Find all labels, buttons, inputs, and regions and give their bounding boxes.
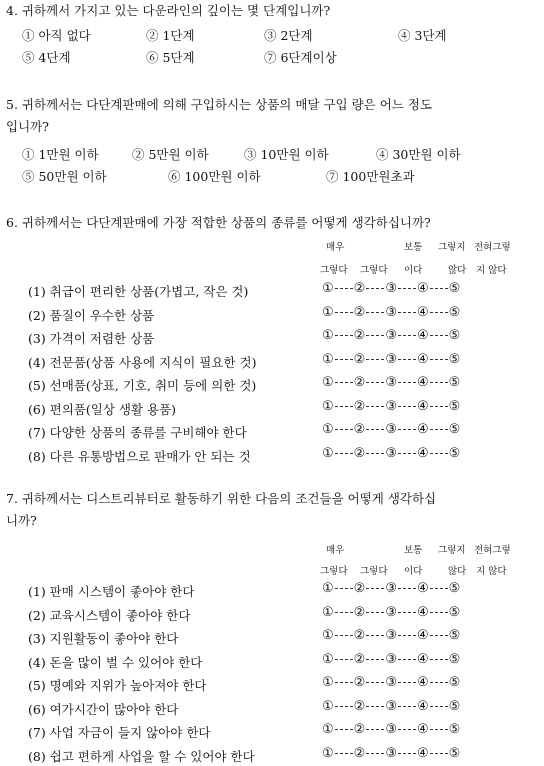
q7-item-5: (5) 명예와 지위가 높아져야 한다 (28, 678, 207, 693)
scale-connector (366, 335, 384, 336)
q7-scale-5 (322, 675, 460, 690)
q6-item-7-choice-4[interactable]: ④ (416, 422, 429, 437)
q7-item-6-choice-3[interactable]: ③ (385, 698, 397, 714)
q7-item-7: (7) 사업 자금이 들지 않아야 한다 (28, 725, 211, 740)
q7-header-normal: 보통 (404, 545, 423, 556)
q7-header-not: 그렇지 (438, 545, 466, 556)
scale-connector (398, 706, 416, 707)
q6-item-6: (6) 편의품(일상 생활 용품) (28, 401, 177, 417)
q4-option-5[interactable]: ⑤ 4단계 (22, 50, 71, 65)
q7-item-5-choice-4[interactable]: ④ (416, 675, 429, 690)
question-5-line1: 5. 귀하께서는 다단계판매에 의해 구입하시는 상품의 매달 구입 량은 어느 정도 (6, 97, 432, 112)
scale-connector (366, 635, 384, 636)
question-6-text: 6. 귀하께서는 다단계판매에 가장 적합한 상품의 종류를 어떻게 생각하십니까? (6, 215, 431, 230)
question-7-line1: 7. 귀하께서는 디스트리뷰터로 활동하기 위한 다음의 조건들을 어떻게 생각하십 (6, 491, 437, 506)
question-7-text (6, 490, 436, 530)
q6-item-2-choice-5[interactable]: ⑤ (448, 304, 461, 320)
q7-item-7-choice-3[interactable]: ③ (385, 722, 397, 737)
q6-item-2-choice-2[interactable]: ② (353, 304, 366, 320)
q6-item-8-choice-5[interactable]: ⑤ (448, 445, 461, 461)
scale-connector (366, 312, 384, 313)
q7-item-2-choice-4[interactable]: ④ (416, 604, 429, 620)
q6-item-7-choice-1[interactable]: ① (322, 422, 334, 437)
q7-scale-8 (322, 746, 460, 761)
scale-connector (398, 359, 416, 360)
scale-connector (430, 453, 448, 454)
q7-item-5-choice-2[interactable]: ② (353, 675, 366, 690)
q7-scale-7 (322, 722, 460, 737)
q6-item-8-choice-3[interactable]: ③ (385, 445, 397, 461)
q6-item-4-choice-5[interactable]: ⑤ (448, 351, 461, 367)
scale-connector (430, 382, 448, 383)
q7-header-very: 매우 (326, 545, 345, 556)
scale-connector (430, 682, 448, 683)
q6-item-3-choice-3[interactable]: ③ (385, 328, 397, 343)
scale-connector (366, 588, 384, 589)
q6-item-1-choice-1[interactable]: ① (322, 281, 334, 296)
q7-scale-2 (322, 605, 460, 620)
q7-item-6-choice-1[interactable]: ① (322, 698, 334, 714)
scale-connector (335, 312, 353, 313)
scale-connector (335, 682, 353, 683)
scale-connector (398, 588, 416, 589)
q7-item-8-choice-2[interactable]: ② (353, 745, 366, 761)
q6-header-very: 매우 (326, 242, 345, 253)
scale-connector (366, 753, 384, 754)
q7-header-not-at-all: 전혀그렇 (474, 545, 511, 556)
q6-scale-8 (322, 446, 460, 461)
q7-item-4-choice-5[interactable]: ⑤ (448, 651, 461, 667)
q6-scale-7 (322, 422, 460, 437)
scale-connector (430, 635, 448, 636)
q5-option-1[interactable]: ① 1만원 이하 (22, 147, 99, 162)
q6-item-2-choice-4[interactable]: ④ (416, 304, 429, 320)
q6-item-3-choice-5[interactable]: ⑤ (448, 328, 461, 343)
q7-item-7-choice-1[interactable]: ① (322, 722, 334, 737)
q7-item-8-choice-4[interactable]: ④ (416, 745, 429, 761)
q6-scale-6 (322, 399, 460, 414)
q6-item-4: (4) 전문품(상품 사용에 지식이 필요한 것) (28, 354, 257, 370)
q7-scale-4 (322, 652, 460, 667)
scale-connector (430, 312, 448, 313)
scale-connector (335, 635, 353, 636)
scale-connector (430, 335, 448, 336)
q6-item-6-choice-4[interactable]: ④ (416, 398, 429, 414)
question-5-text (6, 96, 432, 136)
q7-item-1-choice-2[interactable]: ② (353, 581, 366, 596)
q6-item-5-choice-4[interactable]: ④ (416, 375, 429, 390)
q6-header-b3: 이다 (404, 265, 423, 276)
q5-option-2[interactable]: ② 5만원 이하 (132, 147, 209, 162)
q7-item-6-choice-5[interactable]: ⑤ (448, 698, 461, 714)
q7-header-b1: 그렇다 (320, 566, 348, 577)
q7-item-7-choice-2[interactable]: ② (353, 722, 366, 737)
scale-connector (366, 382, 384, 383)
q7-item-3-choice-1[interactable]: ① (322, 628, 334, 643)
q7-item-8-choice-5[interactable]: ⑤ (448, 745, 461, 761)
q6-header-b4: 않다 (448, 265, 467, 276)
scale-connector (430, 406, 448, 407)
scale-connector (398, 659, 416, 660)
q6-item-2-choice-3[interactable]: ③ (385, 304, 397, 320)
scale-connector (335, 359, 353, 360)
q7-scale-1 (322, 581, 460, 596)
q7-item-2-choice-2[interactable]: ② (353, 604, 366, 620)
q6-scale-3 (322, 328, 460, 343)
q6-item-5-choice-5[interactable]: ⑤ (448, 375, 461, 390)
q7-item-3-choice-5[interactable]: ⑤ (448, 628, 461, 643)
question-7-line2: 니까? (6, 513, 37, 528)
q6-item-4-choice-1[interactable]: ① (322, 351, 334, 367)
scale-connector (366, 359, 384, 360)
q5-option-4[interactable]: ④ 30만원 이하 (376, 147, 461, 162)
q4-option-6[interactable]: ⑥ 5단계 (146, 50, 195, 65)
q7-item-1-choice-4[interactable]: ④ (416, 581, 429, 596)
q4-option-2[interactable]: ② 1단계 (146, 28, 195, 43)
scale-connector (335, 288, 353, 289)
scale-connector (430, 612, 448, 613)
scale-connector (398, 635, 416, 636)
scale-connector (398, 682, 416, 683)
scale-connector (430, 588, 448, 589)
q6-header-b2: 그렇다 (360, 265, 388, 276)
q4-option-4[interactable]: ④ 3단계 (398, 28, 447, 43)
q6-item-2: (2) 품질이 우수한 상품 (28, 307, 155, 323)
q5-option-7[interactable]: ⑦ 100만원초과 (326, 169, 415, 184)
q7-item-2: (2) 교육시스템이 좋아야 한다 (28, 607, 191, 623)
q7-item-1-choice-1[interactable]: ① (322, 581, 334, 596)
q6-item-7: (7) 다양한 상품의 종류를 구비해야 한다 (28, 425, 247, 440)
q6-header-not: 그렇지 (438, 242, 466, 253)
scale-connector (366, 729, 384, 730)
q6-item-1-choice-4[interactable]: ④ (416, 281, 429, 296)
q7-item-3-choice-4[interactable]: ④ (416, 628, 429, 643)
scale-connector (398, 382, 416, 383)
q6-item-5-choice-1[interactable]: ① (322, 375, 334, 390)
q6-item-6-choice-3[interactable]: ③ (385, 398, 397, 414)
q4-option-7[interactable]: ⑦ 6단계이상 (264, 50, 337, 65)
q7-scale-6 (322, 699, 460, 714)
q6-item-4-choice-4[interactable]: ④ (416, 351, 429, 367)
q7-item-1-choice-3[interactable]: ③ (385, 581, 397, 596)
q5-option-5[interactable]: ⑤ 50만원 이하 (22, 169, 107, 184)
scale-connector (366, 406, 384, 407)
question-5-line2: 입니까? (6, 119, 49, 134)
q7-item-5-choice-1[interactable]: ① (322, 675, 334, 690)
q7-header-b2: 그렇다 (360, 566, 388, 577)
q7-item-2-choice-1[interactable]: ① (322, 604, 334, 620)
q7-item-4-choice-4[interactable]: ④ (416, 651, 429, 667)
q4-option-3[interactable]: ③ 2단계 (264, 28, 313, 43)
q7-item-3: (3) 지원활동이 좋아야 한다 (28, 631, 179, 646)
scale-connector (366, 288, 384, 289)
q4-option-1[interactable]: ① 아직 없다 (22, 28, 91, 43)
q7-item-8-choice-3[interactable]: ③ (385, 745, 397, 761)
scale-connector (335, 753, 353, 754)
q6-scale-2 (322, 305, 460, 320)
scale-connector (430, 288, 448, 289)
scale-connector (430, 359, 448, 360)
scale-connector (430, 753, 448, 754)
scale-connector (335, 429, 353, 430)
q6-item-1-choice-2[interactable]: ② (353, 281, 366, 296)
scale-connector (430, 429, 448, 430)
scale-connector (398, 753, 416, 754)
q6-item-5-choice-3[interactable]: ③ (385, 375, 397, 390)
q7-item-4-choice-3[interactable]: ③ (385, 651, 397, 667)
q5-option-6[interactable]: ⑥ 100만원 이하 (168, 169, 261, 184)
q6-scale-4 (322, 352, 460, 367)
q6-item-3-choice-2[interactable]: ② (353, 328, 366, 343)
q6-item-3-choice-4[interactable]: ④ (416, 328, 429, 343)
scale-connector (335, 612, 353, 613)
scale-connector (335, 659, 353, 660)
q6-item-8-choice-4[interactable]: ④ (416, 445, 429, 461)
q6-item-7-choice-3[interactable]: ③ (385, 422, 397, 437)
q6-header-normal: 보통 (404, 242, 423, 253)
scale-connector (430, 706, 448, 707)
q6-item-3-choice-1[interactable]: ① (322, 328, 334, 343)
q6-item-6-choice-5[interactable]: ⑤ (448, 398, 461, 414)
q6-item-2-choice-1[interactable]: ① (322, 304, 334, 320)
q7-header-b3: 이다 (404, 566, 423, 577)
q7-item-6-choice-4[interactable]: ④ (416, 698, 429, 714)
q6-header-b5: 지 않다 (476, 265, 507, 276)
scale-connector (398, 312, 416, 313)
scale-connector (398, 453, 416, 454)
q6-item-6-choice-2[interactable]: ② (353, 398, 366, 414)
q7-item-1: (1) 판매 시스템이 좋아야 한다 (28, 584, 195, 599)
scale-connector (430, 659, 448, 660)
q7-item-4-choice-2[interactable]: ② (353, 651, 366, 667)
q6-scale-5 (322, 375, 460, 390)
q6-item-8: (8) 다른 유통방법으로 판매가 안 되는 것 (28, 448, 251, 464)
scale-connector (398, 406, 416, 407)
q7-item-2-choice-3[interactable]: ③ (385, 604, 397, 620)
q7-item-7-choice-4[interactable]: ④ (416, 722, 429, 737)
scale-connector (335, 588, 353, 589)
q7-item-3-choice-2[interactable]: ② (353, 628, 366, 643)
q6-item-7-choice-2[interactable]: ② (353, 422, 366, 437)
q7-item-4-choice-1[interactable]: ① (322, 651, 334, 667)
q6-item-7-choice-5[interactable]: ⑤ (448, 422, 461, 437)
q6-scale-1 (322, 281, 460, 296)
scale-connector (398, 335, 416, 336)
scale-connector (335, 382, 353, 383)
scale-connector (398, 612, 416, 613)
scale-connector (335, 729, 353, 730)
q7-item-3-choice-3[interactable]: ③ (385, 628, 397, 643)
q6-item-5-choice-2[interactable]: ② (353, 375, 366, 390)
scale-connector (366, 706, 384, 707)
q7-header-b4: 않다 (448, 566, 467, 577)
q5-option-3[interactable]: ③ 10만원 이하 (244, 147, 329, 162)
q7-item-8-choice-1[interactable]: ① (322, 745, 334, 761)
q6-item-5: (5) 선매품(상표, 기호, 취미 등에 의한 것) (28, 378, 257, 393)
scale-connector (366, 659, 384, 660)
q6-item-3: (3) 가격이 저렴한 상품 (28, 331, 155, 346)
q7-header-b5: 지 않다 (476, 566, 507, 577)
q6-item-1-choice-5[interactable]: ⑤ (448, 281, 461, 296)
scale-connector (335, 406, 353, 407)
scale-connector (366, 682, 384, 683)
q7-item-5-choice-3[interactable]: ③ (385, 675, 397, 690)
q7-item-7-choice-5[interactable]: ⑤ (448, 722, 461, 737)
q7-item-1-choice-5[interactable]: ⑤ (448, 581, 461, 596)
q7-item-4: (4) 돈을 많이 벌 수 있어야 한다 (28, 654, 203, 670)
scale-connector (366, 453, 384, 454)
q6-item-8-choice-2[interactable]: ② (353, 445, 366, 461)
scale-connector (398, 729, 416, 730)
question-4-text: 4. 귀하께서 가지고 있는 다운라인의 깊이는 몇 단계입니까? (6, 3, 331, 18)
q7-scale-3 (322, 628, 460, 643)
scale-connector (398, 288, 416, 289)
scale-connector (430, 729, 448, 730)
scale-connector (335, 453, 353, 454)
scale-connector (335, 335, 353, 336)
scale-connector (335, 706, 353, 707)
q6-header-not-at-all: 전혀그렇 (474, 242, 511, 253)
q6-item-8-choice-1[interactable]: ① (322, 445, 334, 461)
scale-connector (366, 429, 384, 430)
q6-item-1: (1) 취급이 편리한 상품(가볍고, 작은 것) (28, 284, 249, 299)
q6-item-4-choice-3[interactable]: ③ (385, 351, 397, 367)
q7-item-6-choice-2[interactable]: ② (353, 698, 366, 714)
q7-item-8: (8) 쉽고 편하게 사업을 할 수 있어야 한다 (28, 748, 255, 764)
q6-item-4-choice-2[interactable]: ② (353, 351, 366, 367)
q6-header-b1: 그렇다 (320, 265, 348, 276)
q7-item-6: (6) 여가시간이 많아야 한다 (28, 701, 179, 717)
q7-item-2-choice-5[interactable]: ⑤ (448, 604, 461, 620)
q6-item-6-choice-1[interactable]: ① (322, 398, 334, 414)
scale-connector (366, 612, 384, 613)
q7-item-5-choice-5[interactable]: ⑤ (448, 675, 461, 690)
scale-connector (398, 429, 416, 430)
q6-item-1-choice-3[interactable]: ③ (385, 281, 397, 296)
